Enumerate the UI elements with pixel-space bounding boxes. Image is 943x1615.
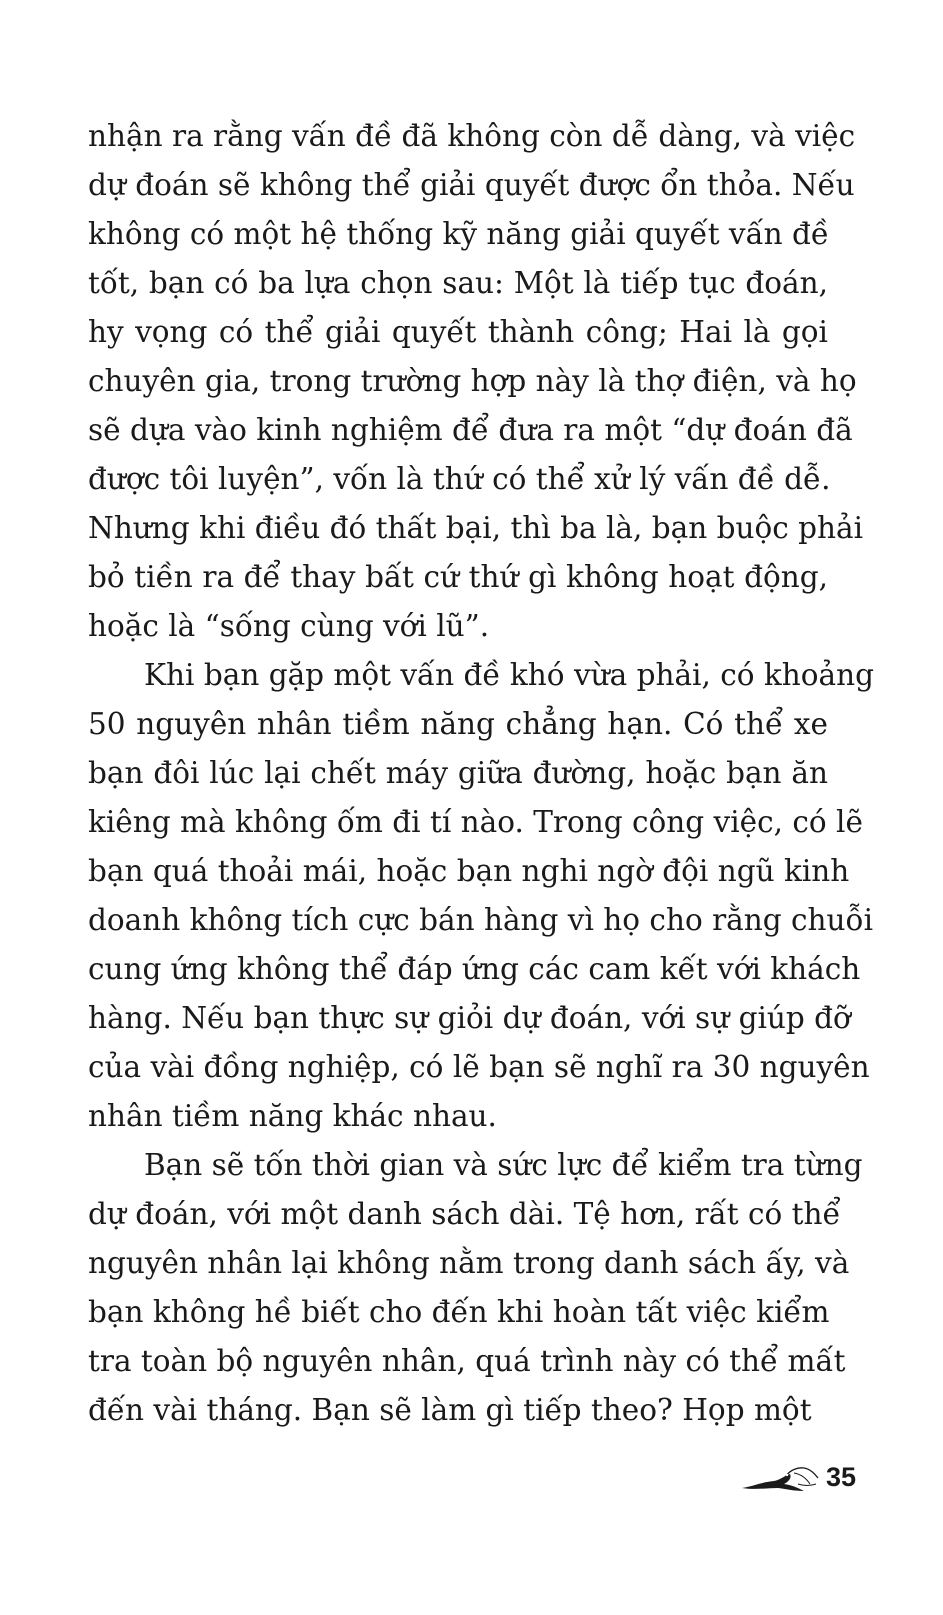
text-line: Nhưng khi điều đó thất bại, thì ba là, bạn buộc phải	[88, 511, 864, 545]
text-line: tra toàn bộ nguyên nhân, quá trình này có thể mất	[88, 1344, 846, 1378]
text-line: dự đoán, với một danh sách dài. Tệ hơn, rất có thể	[88, 1197, 841, 1231]
text-line: bạn đôi lúc lại chết máy giữa đường, hoặc bạn ăn	[88, 756, 828, 790]
text-line: dự đoán sẽ không thể giải quyết được ổn thỏa. Nếu	[88, 168, 855, 202]
text-line: bỏ tiền ra để thay bất cứ thứ gì không hoạt động,	[88, 560, 828, 594]
paragraph	[88, 1141, 863, 1435]
text-line: nhận ra rằng vấn đề đã không còn dễ dàng, và việc	[88, 119, 856, 153]
text-line: bạn quá thoải mái, hoặc bạn nghi ngờ đội ngũ kinh	[88, 854, 850, 888]
text-line: Bạn sẽ tốn thời gian và sức lực để kiểm tra từng	[144, 1148, 863, 1182]
bird-flourish-icon	[740, 1464, 820, 1494]
page-footer	[740, 1460, 860, 1500]
text-line: được tôi luyện”, vốn là thứ có thể xử lý vấn đề dễ.	[88, 462, 831, 496]
body-text	[88, 112, 874, 1435]
text-line: hàng. Nếu bạn thực sự giỏi dự đoán, với sự giúp đỡ	[88, 1001, 851, 1035]
text-line: tốt, bạn có ba lựa chọn sau: Một là tiếp tục đoán,	[88, 266, 828, 300]
text-line: bạn không hề biết cho đến khi hoàn tất việc kiểm	[88, 1295, 830, 1329]
text-line: sẽ dựa vào kinh nghiệm để đưa ra một “dự đoán đã	[88, 413, 853, 447]
text-line: đến vài tháng. Bạn sẽ làm gì tiếp theo? Họp một	[88, 1393, 812, 1427]
paragraph	[88, 651, 874, 1141]
text-line: nhân tiềm năng khác nhau.	[88, 1099, 497, 1133]
text-line: cung ứng không thể đáp ứng các cam kết với khách	[88, 952, 861, 986]
text-line: hoặc là “sống cùng với lũ”.	[88, 609, 490, 643]
text-line: doanh không tích cực bán hàng vì họ cho rằng chuỗi	[88, 903, 874, 937]
text-line: nguyên nhân lại không nằm trong danh sách ấy, và	[88, 1246, 850, 1280]
text-line: chuyên gia, trong trường hợp này là thợ điện, và họ	[88, 364, 857, 398]
text-line: kiêng mà không ốm đi tí nào. Trong công việc, có lẽ	[88, 805, 863, 839]
text-line: của vài đồng nghiệp, có lẽ bạn sẽ nghĩ ra 30 nguyên	[88, 1050, 870, 1084]
page-number: 35	[826, 1462, 857, 1492]
text-line: hy vọng có thể giải quyết thành công; Hai là gọi	[88, 315, 828, 349]
paragraph	[88, 112, 864, 651]
text-line: không có một hệ thống kỹ năng giải quyết vấn đề	[88, 217, 830, 251]
text-line: 50 nguyên nhân tiềm năng chẳng hạn. Có thể xe	[88, 707, 828, 741]
text-line: Khi bạn gặp một vấn đề khó vừa phải, có khoảng	[144, 658, 874, 692]
